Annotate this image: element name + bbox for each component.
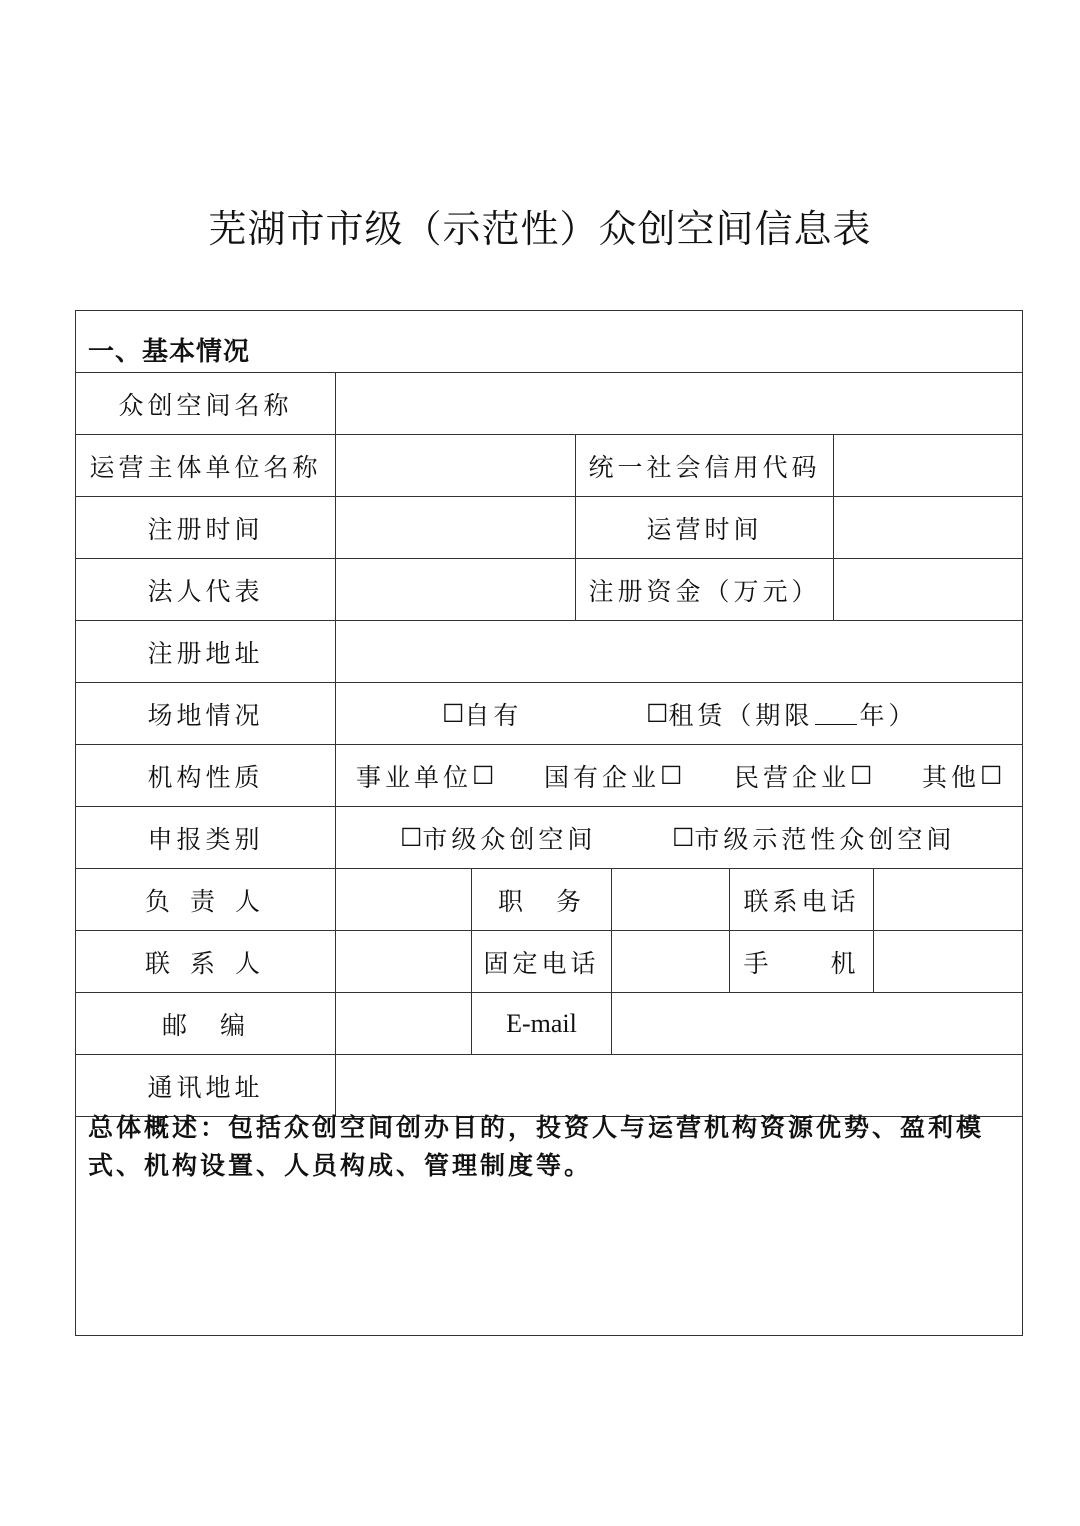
checkbox-icon[interactable]: ☐ <box>472 761 495 790</box>
site-rent-suffix: 年） <box>859 700 918 730</box>
postcode-label: 邮 编 <box>76 993 336 1054</box>
checkbox-icon[interactable]: ☐ <box>646 699 669 728</box>
head-field[interactable] <box>336 869 472 930</box>
section-title: 一、基本情况 <box>88 337 251 367</box>
org-private-option[interactable] <box>734 745 872 806</box>
form-row-legal <box>76 559 1022 621</box>
landline-label: 固定电话 <box>472 931 612 992</box>
postcode-field[interactable] <box>336 993 472 1054</box>
op-time-field[interactable] <box>834 497 1022 558</box>
apply-demo-option[interactable] <box>672 807 955 868</box>
form-row-reg-address <box>76 621 1022 683</box>
operator-field[interactable] <box>336 435 576 496</box>
space-name-field[interactable] <box>336 373 1022 434</box>
email-label: E-mail <box>472 993 612 1054</box>
org-private-text: 民营企业 <box>734 762 851 792</box>
legal-rep-label: 法人代表 <box>76 559 336 620</box>
site-own-text: 自有 <box>464 700 523 730</box>
checkbox-icon[interactable]: ☐ <box>672 823 695 852</box>
mobile-label: 手 机 <box>730 931 874 992</box>
form-row-space-name <box>76 373 1022 435</box>
checkbox-icon[interactable]: ☐ <box>400 823 423 852</box>
space-name-label: 众创空间名称 <box>76 373 336 434</box>
reg-capital-label: 注册资金（万元） <box>576 559 834 620</box>
email-field[interactable] <box>612 993 1022 1054</box>
position-field[interactable] <box>612 869 730 930</box>
credit-code-field[interactable] <box>834 435 1022 496</box>
org-state-option[interactable] <box>544 745 682 806</box>
address-label: 通讯地址 <box>76 1055 336 1116</box>
landline-field[interactable] <box>612 931 730 992</box>
address-field[interactable] <box>336 1055 1022 1116</box>
reg-address-field[interactable] <box>336 621 1022 682</box>
form-row-site <box>76 683 1022 745</box>
contact-phone-field[interactable] <box>874 869 1022 930</box>
reg-time-label: 注册时间 <box>76 497 336 558</box>
head-label: 负 责 人 <box>76 869 336 930</box>
mobile-field[interactable] <box>874 931 1022 992</box>
org-label: 机构性质 <box>76 745 336 806</box>
form-row-postcode <box>76 993 1022 1055</box>
org-other-option[interactable] <box>922 745 1002 806</box>
contact-label: 联 系 人 <box>76 931 336 992</box>
site-rent-text: 租赁（期限 <box>668 700 814 730</box>
credit-code-label: 统一社会信用代码 <box>576 435 834 496</box>
op-time-label: 运营时间 <box>576 497 834 558</box>
form-row-head <box>76 869 1022 931</box>
site-rent-option[interactable] <box>646 683 917 744</box>
site-label: 场地情况 <box>76 683 336 744</box>
checkbox-icon[interactable]: ☐ <box>660 761 683 790</box>
org-public-text: 事业单位 <box>356 762 473 792</box>
reg-capital-field[interactable] <box>834 559 1022 620</box>
position-label: 职 务 <box>472 869 612 930</box>
checkbox-icon[interactable]: ☐ <box>850 761 873 790</box>
page-title: 芜湖市市级（示范性）众创空间信息表 <box>208 207 872 251</box>
contact-field[interactable] <box>336 931 472 992</box>
org-public-option[interactable] <box>356 745 494 806</box>
form-row-address <box>76 1055 1022 1117</box>
info-form <box>75 310 1023 1336</box>
org-state-text: 国有企业 <box>544 762 661 792</box>
checkbox-icon[interactable]: ☐ <box>980 761 1003 790</box>
apply-label: 申报类别 <box>76 807 336 868</box>
legal-rep-field[interactable] <box>336 559 576 620</box>
contact-phone-label: 联系电话 <box>730 869 874 930</box>
form-row-org <box>76 745 1022 807</box>
section-header-row <box>76 311 1022 373</box>
form-row-operator <box>76 435 1022 497</box>
operator-label: 运营主体单位名称 <box>76 435 336 496</box>
reg-time-field[interactable] <box>336 497 576 558</box>
form-row-contact <box>76 931 1022 993</box>
form-row-time <box>76 497 1022 559</box>
site-own-option[interactable] <box>442 683 522 744</box>
org-other-text: 其他 <box>922 762 981 792</box>
summary-text[interactable]: 总体概述：包括众创空间创办目的，投资人与运营机构资源优势、盈利模式、机构设置、人员构成、管理制度等。 <box>88 1113 985 1180</box>
apply-city-text: 市级众创空间 <box>422 824 597 854</box>
reg-address-label: 注册地址 <box>76 621 336 682</box>
checkbox-icon[interactable]: ☐ <box>442 699 465 728</box>
apply-demo-text: 市级示范性众创空间 <box>694 824 956 854</box>
apply-city-option[interactable] <box>400 807 596 868</box>
rent-term-blank[interactable] <box>815 702 857 725</box>
form-row-apply <box>76 807 1022 869</box>
